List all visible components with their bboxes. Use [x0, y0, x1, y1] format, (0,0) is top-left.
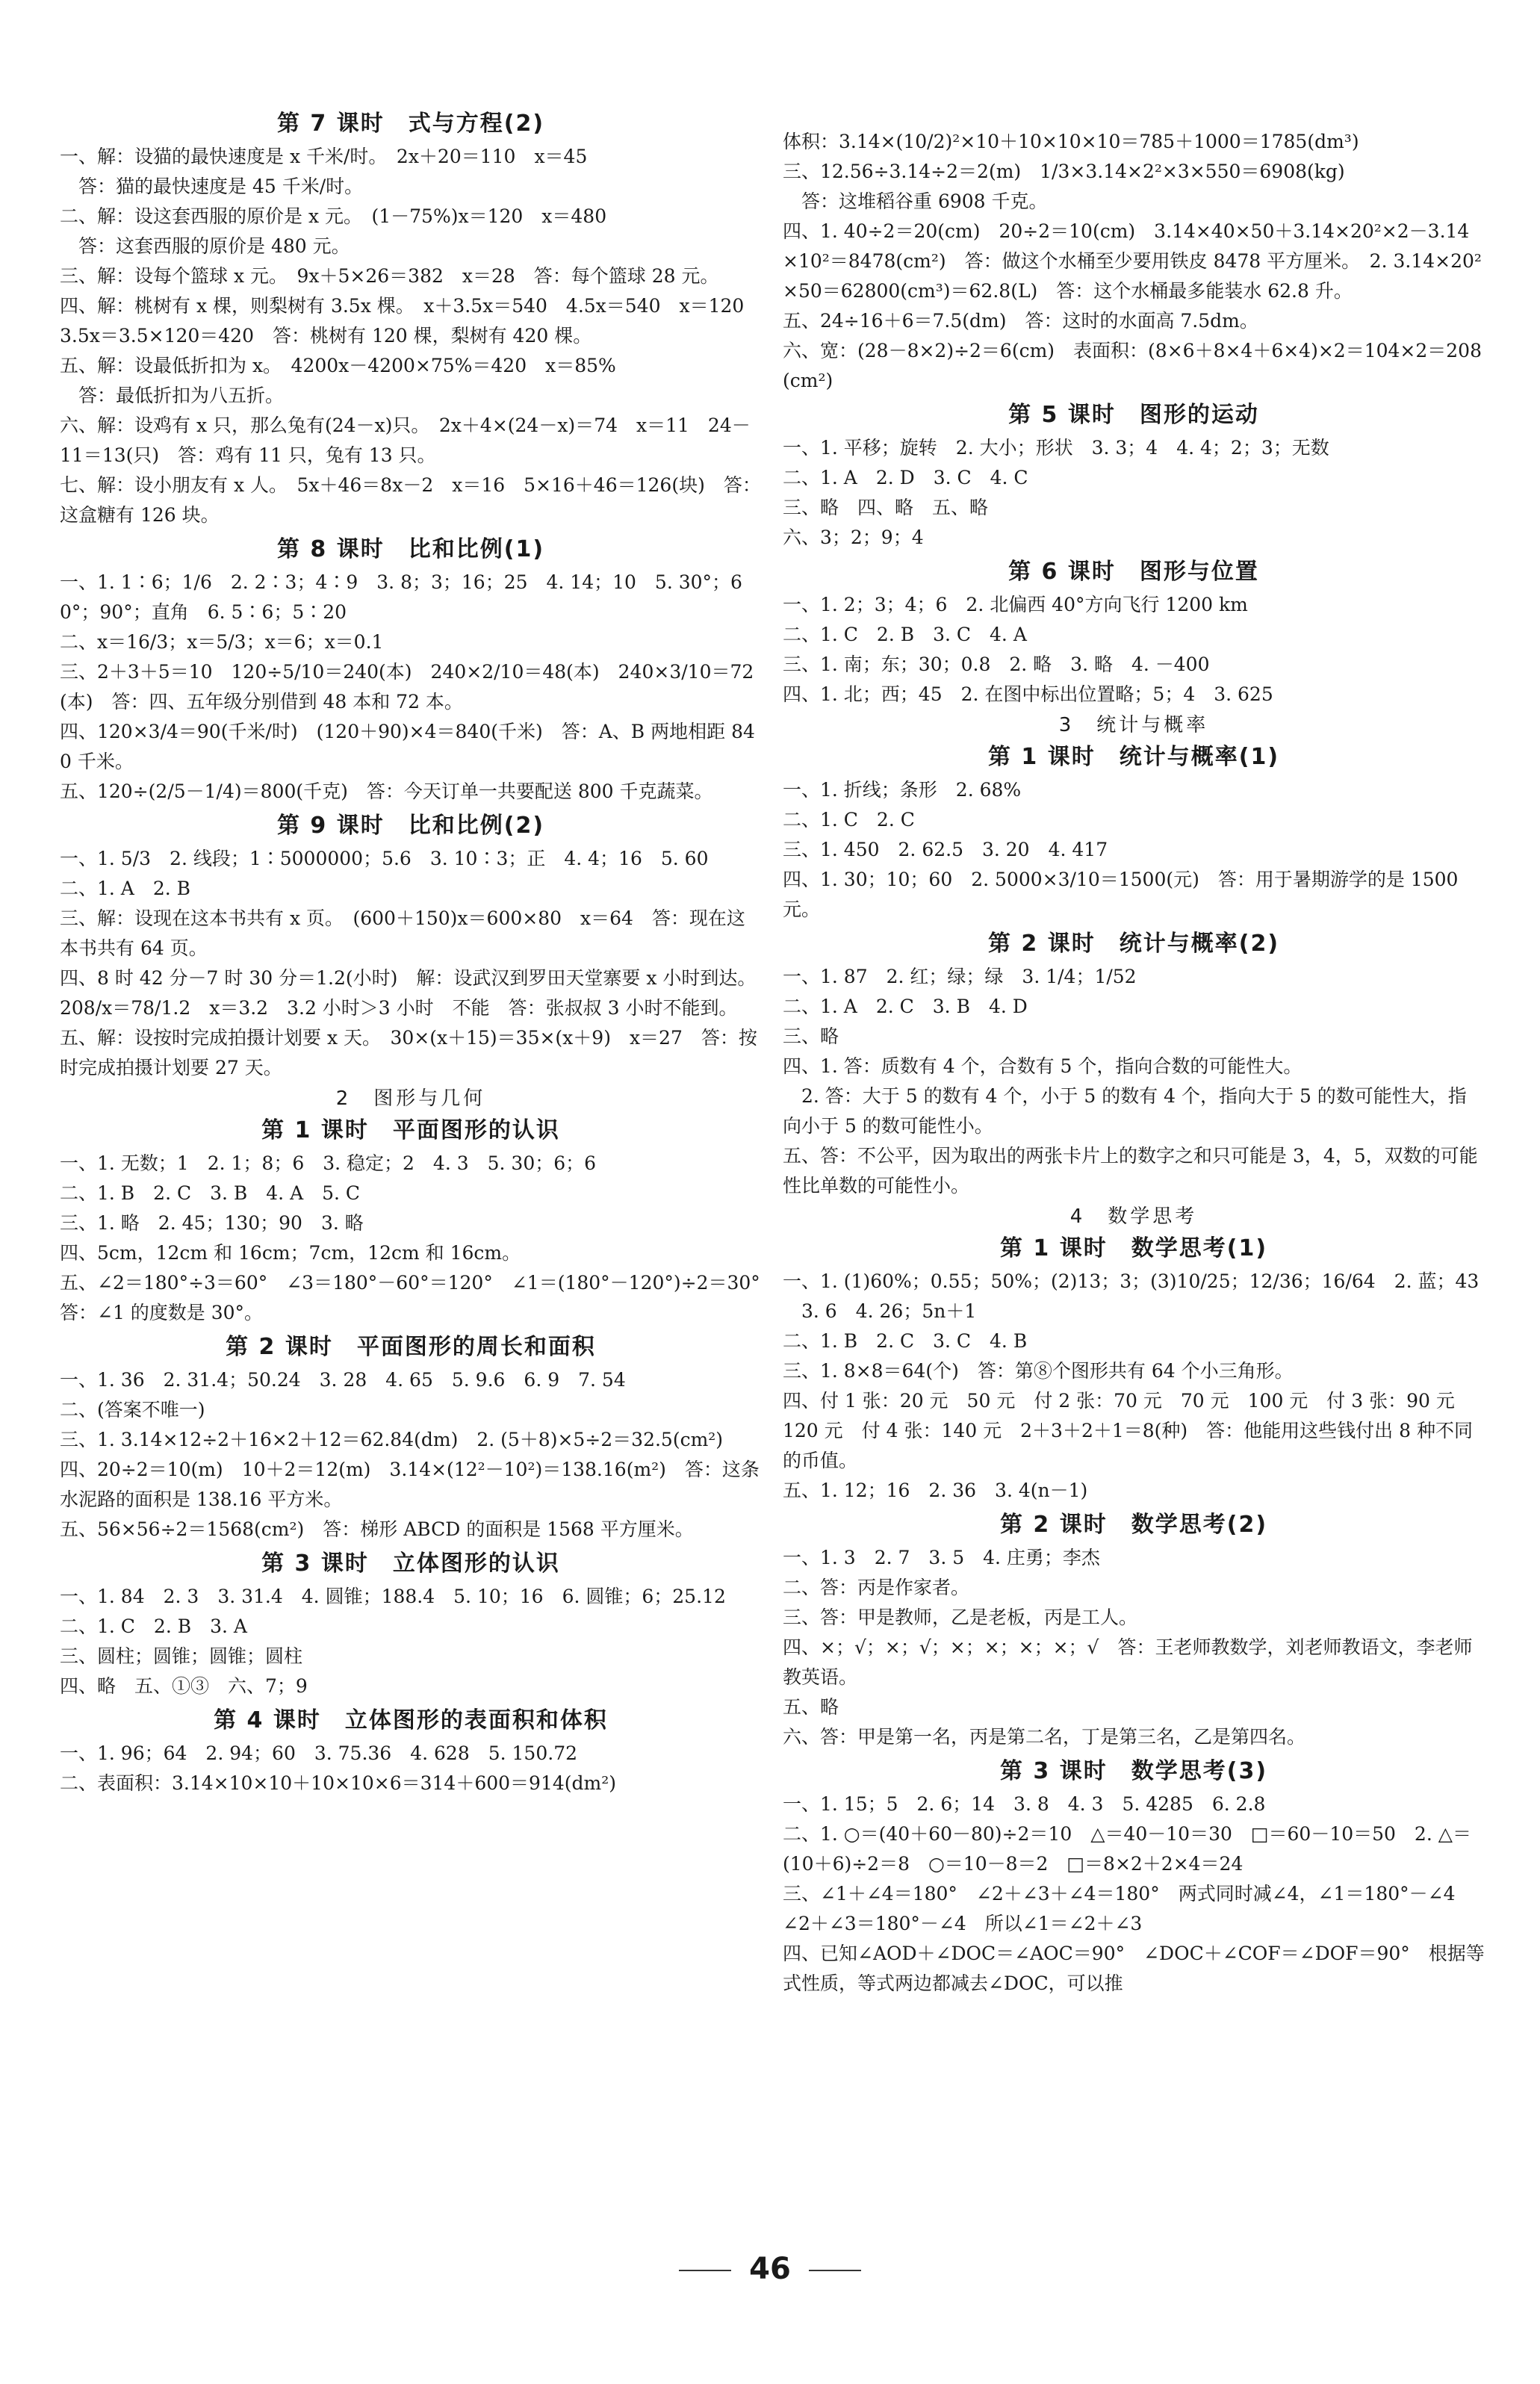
answer-line: 五、解：设按时完成拍摄计划要 x 天。 30×(x＋15)＝35×(x＋9) x＝27 答：按时完成拍摄计划要 27 天。: [60, 1027, 757, 1078]
answer-line: 二、1. B 2. C 3. B 4. A 5. C: [60, 1182, 361, 1204]
answer-line: 一、1. 1∶6；1/6 2. 2∶3；4∶9 3. 8；3；16；25 4. 14；10 5. 30°；60°；90°；直角 6. 5∶6；5∶20: [60, 571, 742, 623]
answer-line: 三、1. 3.14×12÷2＋16×2＋12＝62.84(dm) 2. (5＋8)×5÷2＝32.5(cm²): [60, 1429, 724, 1450]
lesson-heading: 第 5 课时 图形的运动: [1008, 402, 1259, 428]
answer-line: 一、1. 3 2. 7 3. 5 4. 庄勇；李杰: [783, 1547, 1100, 1568]
left-dash-divider: [679, 2270, 731, 2271]
answer-line: 体积：3.14×(10/2)²×10＋10×10×10＝785＋1000＝1785(dm³): [783, 131, 1359, 152]
answer-line: 答：这套西服的原价是 480 元。: [60, 235, 350, 257]
answer-line: 四、120×3/4＝90(千米/时) (120＋90)×4＝840(千米) 答：A、B 两地相距 840 千米。: [60, 721, 755, 772]
left-column: [60, 105, 779, 1798]
answer-line: 二、1. A 2. B: [60, 878, 191, 899]
answer-line: 四、解：桃树有 x 棵，则梨树有 3.5x 棵。 x＋3.5x＝540 4.5x＝540 x＝120 3.5x＝3.5×120＝420 答：桃树有 120 棵，梨树有 420 棵。: [60, 295, 763, 347]
answer-line: 二、1. B 2. C 3. C 4. B: [783, 1330, 1028, 1352]
answer-line: 七、解：设小朋友有 x 人。 5x＋46＝8x－2 x＝16 5×16＋46＝126(块) 答：这盒糖有 126 块。: [60, 474, 761, 526]
answer-line: 四、已知∠AOD＋∠DOC＝∠AOC＝90° ∠DOC＋∠COF＝∠DOF＝90° 根据等式性质，等式两边都减去∠DOC，可以推: [783, 1943, 1485, 1994]
answer-line: 2. 答：大于 5 的数有 4 个，小于 5 的数有 4 个，指向大于 5 的数可能性大，指向小于 5 的数可能性小。: [783, 1085, 1467, 1137]
answer-line: 四、略 五、①③ 六、7；9: [60, 1675, 308, 1697]
answer-line: 三、1. 450 2. 62.5 3. 20 4. 417: [783, 839, 1108, 860]
answer-line: 二、1. A 2. D 3. C 4. C: [783, 467, 1028, 488]
answer-line: 三、圆柱；圆锥；圆锥；圆柱: [60, 1645, 303, 1667]
answer-line: 三、答：甲是教师，乙是老板，丙是工人。: [783, 1607, 1138, 1628]
lesson-heading: 第 3 课时 立体图形的认识: [261, 1550, 560, 1577]
lesson-heading: 第 4 课时 立体图形的表面积和体积: [214, 1707, 608, 1733]
answer-line: 二、1. C 2. B 3. A: [60, 1615, 247, 1637]
answer-line: 二、(答案不唯一): [60, 1399, 205, 1421]
answer-line: 三、2＋3＋5＝10 120÷5/10＝240(本) 240×2/10＝48(本) 240×3/10＝72(本) 答：四、五年级分别借到 48 本和 72 本。: [60, 661, 754, 713]
answer-line: 五、120÷(2/5－1/4)＝800(千克) 答：今天订单一共要配送 800 千克蔬菜。: [60, 780, 713, 802]
answer-line: 五、∠2＝180°÷3＝60° ∠3＝180°－60°＝120° ∠1＝(180°－120°)÷2＝30° 答：∠1 的度数是 30°。: [60, 1272, 779, 1323]
lesson-heading: 第 1 课时 统计与概率(1): [987, 744, 1280, 770]
answer-line: 二、1. C 2. B 3. C 4. A: [783, 624, 1027, 645]
answer-line: 三、1. 8×8＝64(个) 答：第⑧个图形共有 64 个小三角形。: [783, 1360, 1294, 1382]
answer-line: 四、1. 答：质数有 4 个，合数有 5 个，指向合数的可能性大。: [783, 1055, 1303, 1077]
answer-line: 四、1. 40÷2＝20(cm) 20÷2＝10(cm) 3.14×40×50＋3.14×20²×2－3.14×10²＝8478(cm²) 答：做这个水桶至少要用铁皮 8478 平方厘米。 2. 3.14×20²×50＝62800(cm³)＝62.8(L) 答：这个水桶最多能装水 62.8 升。: [783, 220, 1482, 302]
answer-line: 四、1. 30；10；60 2. 5000×3/10＝1500(元) 答：用于暑期游学的是 1500 元。: [783, 869, 1465, 920]
answer-line: 六、宽：(28－8×2)÷2＝6(cm) 表面积：(8×6＋8×4＋6×4)×2＝104×2＝208(cm²): [783, 340, 1482, 391]
right-dash-divider: [809, 2270, 861, 2271]
answer-line: 五、1. 12；16 2. 36 3. 4(n－1): [783, 1480, 1088, 1501]
answer-line: 四、20÷2＝10(m) 10＋2＝12(m) 3.14×(12²－10²)＝138.16(m²) 答：这条水泥路的面积是 138.16 平方米。: [60, 1459, 760, 1510]
unit-heading: 4 数学思考: [1069, 1205, 1198, 1228]
lesson-heading: 第 8 课时 比和比例(1): [276, 536, 545, 562]
answer-line: 一、1. 36 2. 31.4；50.24 3. 28 4. 65 5. 9.6 6. 9 7. 54: [60, 1369, 626, 1391]
answer-line: 六、答：甲是第一名，丙是第二名，丁是第三名，乙是第四名。: [783, 1726, 1306, 1748]
answer-line: 3. 6 4. 26；5n＋1: [783, 1300, 977, 1322]
answer-line: 三、1. 略 2. 45；130；90 3. 略: [60, 1212, 364, 1234]
answer-line: 四、付 1 张：20 元 50 元 付 2 张：70 元 70 元 100 元 付 3 张：90 元 120 元 付 4 张：140 元 2＋3＋2＋1＝8(种) 答：他能用这些钱付出 8 种不同的币值。: [783, 1390, 1474, 1471]
answer-line: 答：猫的最快速度是 45 千米/时。: [60, 176, 364, 197]
answer-line: 五、56×56÷2＝1568(cm²) 答：梯形 ABCD 的面积是 1568 平方厘米。: [60, 1518, 694, 1540]
answer-line: 二、x＝16/3；x＝5/3；x＝6；x＝0.1: [60, 631, 384, 653]
answer-line: 一、1. 84 2. 3 3. 31.4 4. 圆锥；188.4 5. 10；16 6. 圆锥；6；25.12: [60, 1586, 726, 1607]
answer-line: 五、24÷16＋6＝7.5(dm) 答：这时的水面高 7.5dm。: [783, 310, 1258, 332]
answer-line: 三、12.56÷3.14÷2＝2(m) 1/3×3.14×2²×3×550＝6908(kg): [783, 161, 1345, 182]
answer-line: 五、略: [783, 1696, 839, 1718]
page-number: 46: [749, 2252, 791, 2286]
answer-line: 一、1. 平移；旋转 2. 大小；形状 3. 3；4 4. 4；2；3；无数: [783, 437, 1329, 459]
answer-line: 一、1. 无数；1 2. 1；8；6 3. 稳定；2 4. 3 5. 30；6；6: [60, 1152, 597, 1174]
answer-line: 一、1. 5/3 2. 线段；1∶5000000；5.6 3. 10∶3；正 4. 4；16 5. 60: [60, 848, 709, 869]
answer-line: 二、表面积：3.14×10×10＋10×10×6＝314＋600＝914(dm²): [60, 1772, 616, 1794]
answer-line: 一、解：设猫的最快速度是 x 千米/时。 2x＋20＝110 x＝45: [60, 146, 588, 167]
answer-line: 三、∠1＋∠4＝180° ∠2＋∠3＋∠4＝180° 两式同时减∠4，∠1＝180°－∠4 ∠2＋∠3＝180°－∠4 所以∠1＝∠2＋∠3: [783, 1883, 1474, 1934]
answer-line: 三、解：设现在这本书共有 x 页。 (600＋150)x＝600×80 x＝64 答：现在这本书共有 64 页。: [60, 907, 745, 959]
unit-heading: 3 统计与概率: [1058, 714, 1209, 736]
answer-line: 二、答：丙是作家者。: [783, 1577, 970, 1598]
lesson-heading: 第 2 课时 数学思考(2): [999, 1512, 1268, 1538]
lesson-heading: 第 7 课时 式与方程(2): [276, 111, 545, 137]
lesson-heading: 第 3 课时 数学思考(3): [999, 1758, 1268, 1784]
answer-line: 三、解：设每个篮球 x 元。 9x＋5×26＝382 x＝28 答：每个篮球 28 元。: [60, 265, 719, 287]
answer-line: 二、解：设这套西服的原价是 x 元。 (1－75%)x＝120 x＝480: [60, 205, 607, 227]
answer-line: 二、1. C 2. C: [783, 809, 915, 831]
answer-line: 四、×；√；×；√；×；×；×；×；√ 答：王老师教数学，刘老师教语文，李老师教英语。: [783, 1636, 1473, 1688]
answer-line: 一、1. (1)60%；0.55；50%；(2)13；3；(3)10/25；12/36；16/64 2. 蓝；43: [783, 1270, 1480, 1292]
answer-line: 五、答：不公平，因为取出的两张卡片上的数字之和只可能是 3，4，5，双数的可能性比单数的可能性小。: [783, 1145, 1478, 1196]
unit-heading: 2 图形与几何: [335, 1087, 486, 1110]
answer-line: 四、1. 北；西；45 2. 在图中标出位置略；5；4 3. 625: [783, 683, 1273, 705]
answer-line: 四、8 时 42 分－7 时 30 分＝1.2(小时) 解：设武汉到罗田天堂寨要 x 小时到达。 208/x＝78/1.2 x＝3.2 3.2 小时＞3 小时 不能 答：张叔叔 3 小时不能到。: [60, 967, 766, 1019]
lesson-heading: 第 2 课时 平面图形的周长和面积: [226, 1334, 596, 1360]
answer-line: 三、1. 南；东；30；0.8 2. 略 3. 略 4. －400: [783, 654, 1210, 675]
answer-line: 三、略 四、略 五、略: [783, 497, 989, 518]
lesson-heading: 第 6 课时 图形与位置: [1008, 559, 1259, 585]
lesson-heading: 第 1 课时 数学思考(1): [999, 1235, 1268, 1261]
answer-line: 三、略: [783, 1025, 839, 1047]
lesson-heading: 第 9 课时 比和比例(2): [276, 813, 545, 839]
answer-line: 一、1. 折线；条形 2. 68%: [783, 779, 1022, 801]
answer-line: 一、1. 15；5 2. 6；14 3. 8 4. 3 5. 4285 6. 2.8: [783, 1793, 1266, 1815]
answer-line: 答：最低折扣为八五折。: [60, 385, 285, 406]
lesson-heading: 第 2 课时 统计与概率(2): [987, 931, 1280, 957]
answer-line: 一、1. 96；64 2. 94；60 3. 75.36 4. 628 5. 150.72: [60, 1742, 578, 1764]
answer-line: 一、1. 87 2. 红；绿；绿 3. 1/4；1/52: [783, 966, 1137, 987]
page-number-footer: [0, 2252, 1540, 2286]
answer-line: 六、解：设鸡有 x 只，那么兔有(24－x)只。 2x＋4×(24－x)＝74 x＝11 24－11＝13(只) 答：鸡有 11 只，兔有 13 只。: [60, 415, 751, 466]
answer-line: 六、3；2；9；4: [783, 527, 924, 548]
answer-line: 一、1. 2；3；4；6 2. 北偏西 40°方向飞行 1200 km: [783, 594, 1248, 615]
answer-line: 二、1. A 2. C 3. B 4. D: [783, 996, 1028, 1017]
answer-line: 答：这堆稻谷重 6908 千克。: [783, 190, 1048, 212]
answer-line: 四、5cm，12cm 和 16cm；7cm，12cm 和 16cm。: [60, 1242, 521, 1264]
lesson-heading: 第 1 课时 平面图形的认识: [261, 1117, 560, 1143]
answer-line: 五、解：设最低折扣为 x。 4200x－4200×75%＝420 x＝85%: [60, 355, 616, 376]
right-column: [783, 127, 1485, 1999]
answer-line: 二、1. ○＝(40＋60－80)÷2＝10 △＝40－10＝30 □＝60－10＝50 2. △＝(10＋6)÷2＝8 ○＝10－8＝2 □＝8×2＋2×4＝24: [783, 1823, 1471, 1875]
